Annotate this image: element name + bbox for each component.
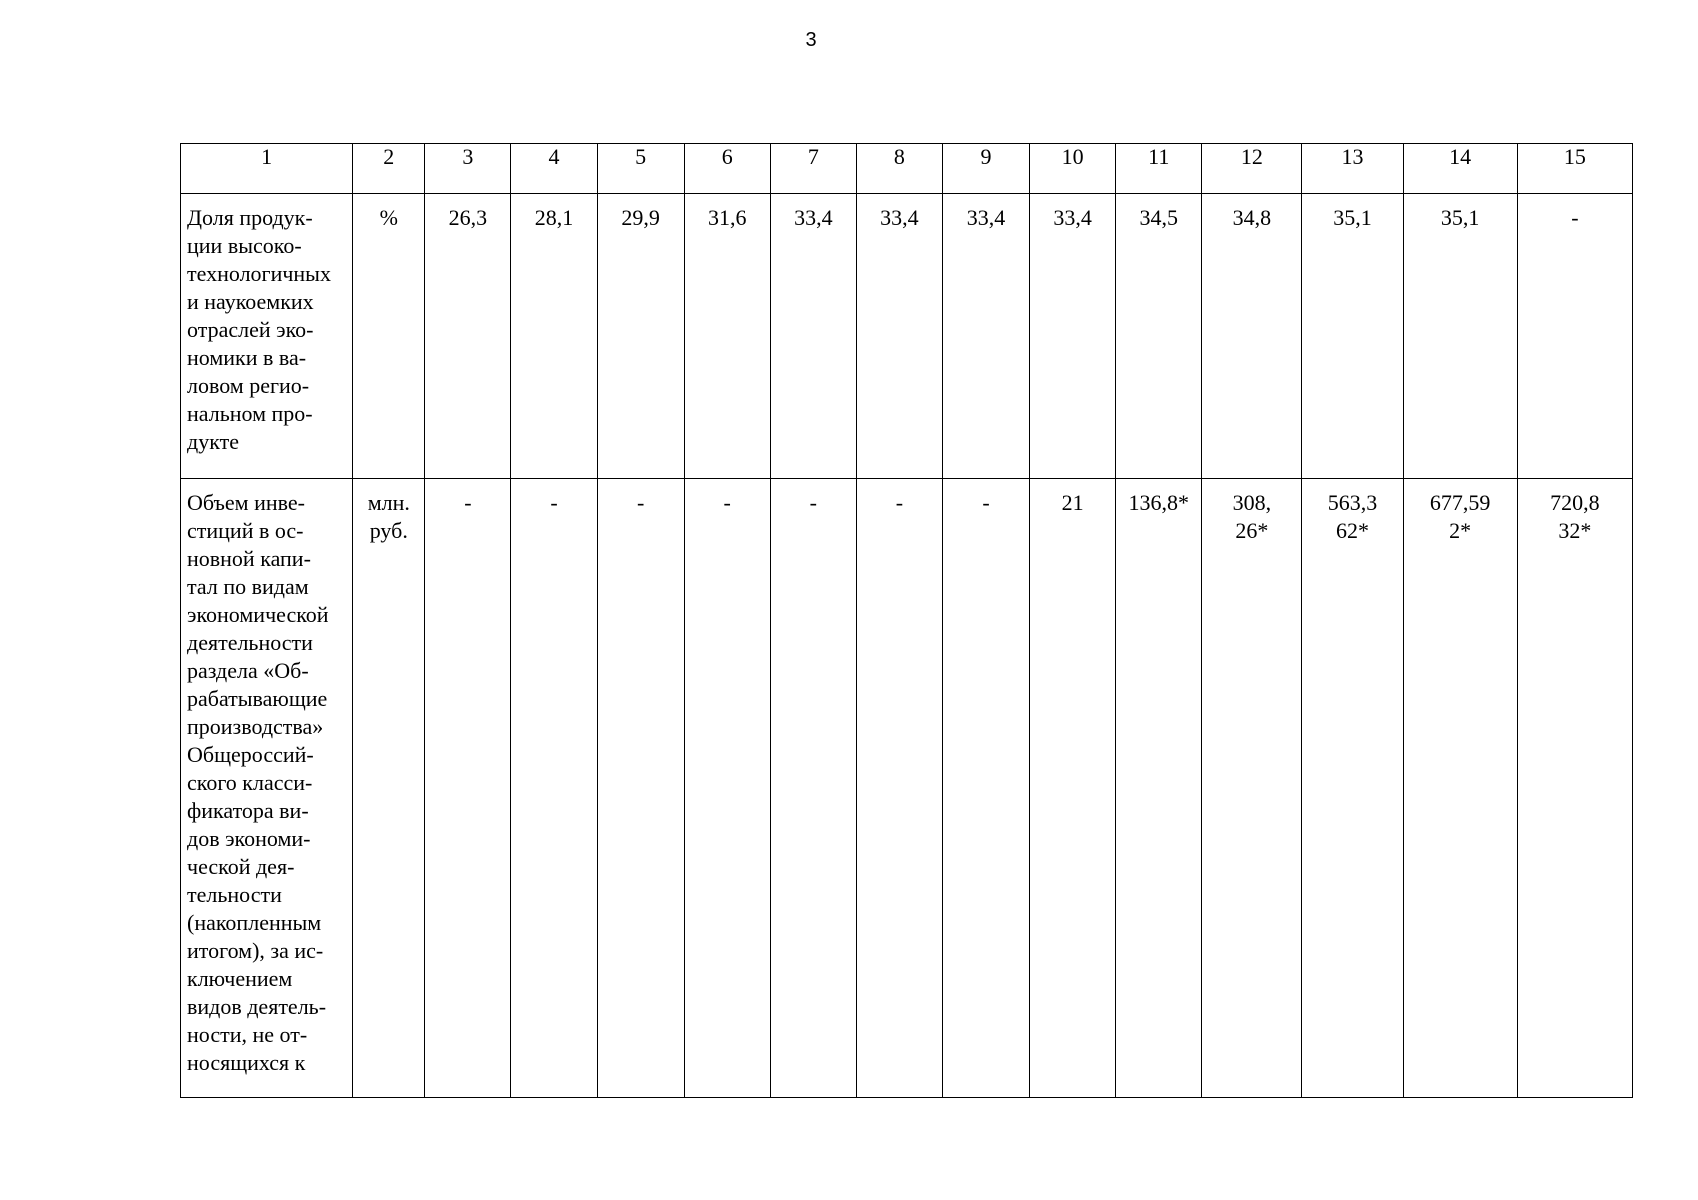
page-number: 3 xyxy=(805,29,817,51)
column-header-5: 5 xyxy=(597,144,684,194)
indicator-name-line: Доля продук- xyxy=(187,205,313,230)
value-cell xyxy=(1202,479,1302,1098)
column-header-11: 11 xyxy=(1116,144,1202,194)
value-cell xyxy=(1403,194,1517,479)
indicator-name-line: и наукоемких xyxy=(187,289,314,314)
indicator-name-line: тал по видам xyxy=(187,574,309,599)
value-line: - xyxy=(1571,205,1579,230)
column-header-2: 2 xyxy=(353,144,425,194)
value-cell xyxy=(942,479,1029,1098)
indicator-name-line: стиций в ос- xyxy=(187,518,304,543)
indicator-name-line: номики в ва- xyxy=(187,345,307,370)
unit-cell xyxy=(353,194,425,479)
value-cell xyxy=(770,194,856,479)
value-line: 136,8* xyxy=(1128,490,1189,515)
value-cell xyxy=(684,479,770,1098)
value-cell xyxy=(856,194,942,479)
value-line: 32* xyxy=(1558,518,1592,543)
indicator-name-line: ского класси- xyxy=(187,770,313,795)
value-line: 29,9 xyxy=(621,205,660,230)
value-line: 35,1 xyxy=(1440,205,1480,230)
column-header-6: 6 xyxy=(684,144,770,194)
indicator-name-line: ловом регио- xyxy=(187,373,310,398)
value-cell xyxy=(425,194,511,479)
value-line: 720,8 xyxy=(1550,490,1600,515)
value-cell xyxy=(597,479,684,1098)
indicator-name-line: новной капи- xyxy=(187,546,311,571)
unit-line: млн. xyxy=(367,490,410,515)
value-line: - xyxy=(895,490,904,515)
indicator-name-line: деятельности xyxy=(187,630,313,655)
indicator-name-line: нальном про- xyxy=(187,401,313,426)
value-line: 21 xyxy=(1061,490,1084,515)
value-line: 2* xyxy=(1449,518,1472,543)
indicator-name-cell xyxy=(181,479,353,1098)
indicator-name-line: Общероссий- xyxy=(187,742,314,767)
value-line: 26* xyxy=(1235,518,1269,543)
indicator-name-line: дов экономи- xyxy=(187,826,311,851)
value-line: 33,4 xyxy=(794,205,833,230)
indicator-name-line: (накопленным xyxy=(187,910,322,935)
value-line: - xyxy=(809,490,817,515)
value-line: 62* xyxy=(1336,518,1369,543)
value-cell xyxy=(1030,194,1116,479)
value-line: 33,4 xyxy=(1053,205,1092,230)
value-line: 677,59 xyxy=(1429,490,1491,515)
value-line: 33,4 xyxy=(966,205,1006,230)
value-cell xyxy=(1302,194,1403,479)
indicator-name-line: производства» xyxy=(187,714,324,739)
value-cell xyxy=(1517,194,1632,479)
value-cell xyxy=(942,194,1029,479)
indicator-name-line: раздела «Об- xyxy=(187,658,309,683)
value-cell xyxy=(1302,479,1403,1098)
value-line: 33,4 xyxy=(880,205,919,230)
value-line: - xyxy=(723,490,731,515)
value-cell xyxy=(1116,194,1202,479)
indicator-name-line: ности, не от- xyxy=(187,1022,308,1047)
value-line: 35,1 xyxy=(1333,205,1372,230)
indicator-name-line: ции высоко- xyxy=(187,233,302,258)
value-line: 31,6 xyxy=(707,205,747,230)
value-cell xyxy=(1030,479,1116,1098)
indicator-name-line: видов деятель- xyxy=(187,994,327,1019)
data-table xyxy=(180,143,1633,1098)
value-line: - xyxy=(464,490,472,515)
indicator-name-line: ческой дея- xyxy=(187,854,295,879)
column-header-10: 10 xyxy=(1030,144,1116,194)
unit-line: % xyxy=(379,205,398,230)
column-header-1: 1 xyxy=(181,144,353,194)
value-cell xyxy=(684,194,770,479)
value-cell xyxy=(597,194,684,479)
indicator-name-line: ключением xyxy=(187,966,293,991)
unit-cell xyxy=(353,479,425,1098)
value-line: 34,5 xyxy=(1139,205,1178,230)
value-line: 34,8 xyxy=(1232,205,1272,230)
value-line: - xyxy=(982,490,990,515)
column-header-15: 15 xyxy=(1517,144,1632,194)
value-cell xyxy=(856,479,942,1098)
column-header-9: 9 xyxy=(942,144,1029,194)
value-cell xyxy=(1517,479,1632,1098)
table-row xyxy=(181,194,1633,479)
column-header-3: 3 xyxy=(425,144,511,194)
indicator-name-line: дукте xyxy=(187,429,239,454)
indicator-name-line: носящихся к xyxy=(187,1050,306,1075)
column-header-8: 8 xyxy=(856,144,942,194)
value-cell xyxy=(511,479,597,1098)
value-line: 308, xyxy=(1232,490,1272,515)
value-cell xyxy=(425,479,511,1098)
indicator-name-line: технологичных xyxy=(187,261,331,286)
unit-line: руб. xyxy=(369,518,408,543)
column-header-7: 7 xyxy=(770,144,856,194)
indicator-name-cell xyxy=(181,194,353,479)
indicator-name-line: фикатора ви- xyxy=(187,798,309,823)
value-cell xyxy=(1403,479,1517,1098)
indicator-name-line: рабатывающие xyxy=(187,686,328,711)
column-header-12: 12 xyxy=(1202,144,1302,194)
indicator-name-line: тельности xyxy=(187,882,282,907)
value-cell xyxy=(511,194,597,479)
value-cell xyxy=(1116,479,1202,1098)
value-cell xyxy=(1202,194,1302,479)
table-row xyxy=(181,479,1633,1098)
value-line: - xyxy=(550,490,558,515)
indicator-name-line: Объем инве- xyxy=(187,490,305,515)
header-row xyxy=(181,144,1633,194)
value-line: 26,3 xyxy=(448,205,488,230)
value-cell xyxy=(770,479,856,1098)
value-line: - xyxy=(636,490,645,515)
value-line: 28,1 xyxy=(534,205,574,230)
indicator-name-line: отраслей эко- xyxy=(187,317,314,342)
column-header-4: 4 xyxy=(511,144,597,194)
value-line: 563,3 xyxy=(1327,490,1378,515)
indicator-name-line: итогом), за ис- xyxy=(187,938,324,963)
column-header-13: 13 xyxy=(1302,144,1403,194)
column-header-14: 14 xyxy=(1403,144,1517,194)
indicator-name-line: экономической xyxy=(187,602,329,627)
